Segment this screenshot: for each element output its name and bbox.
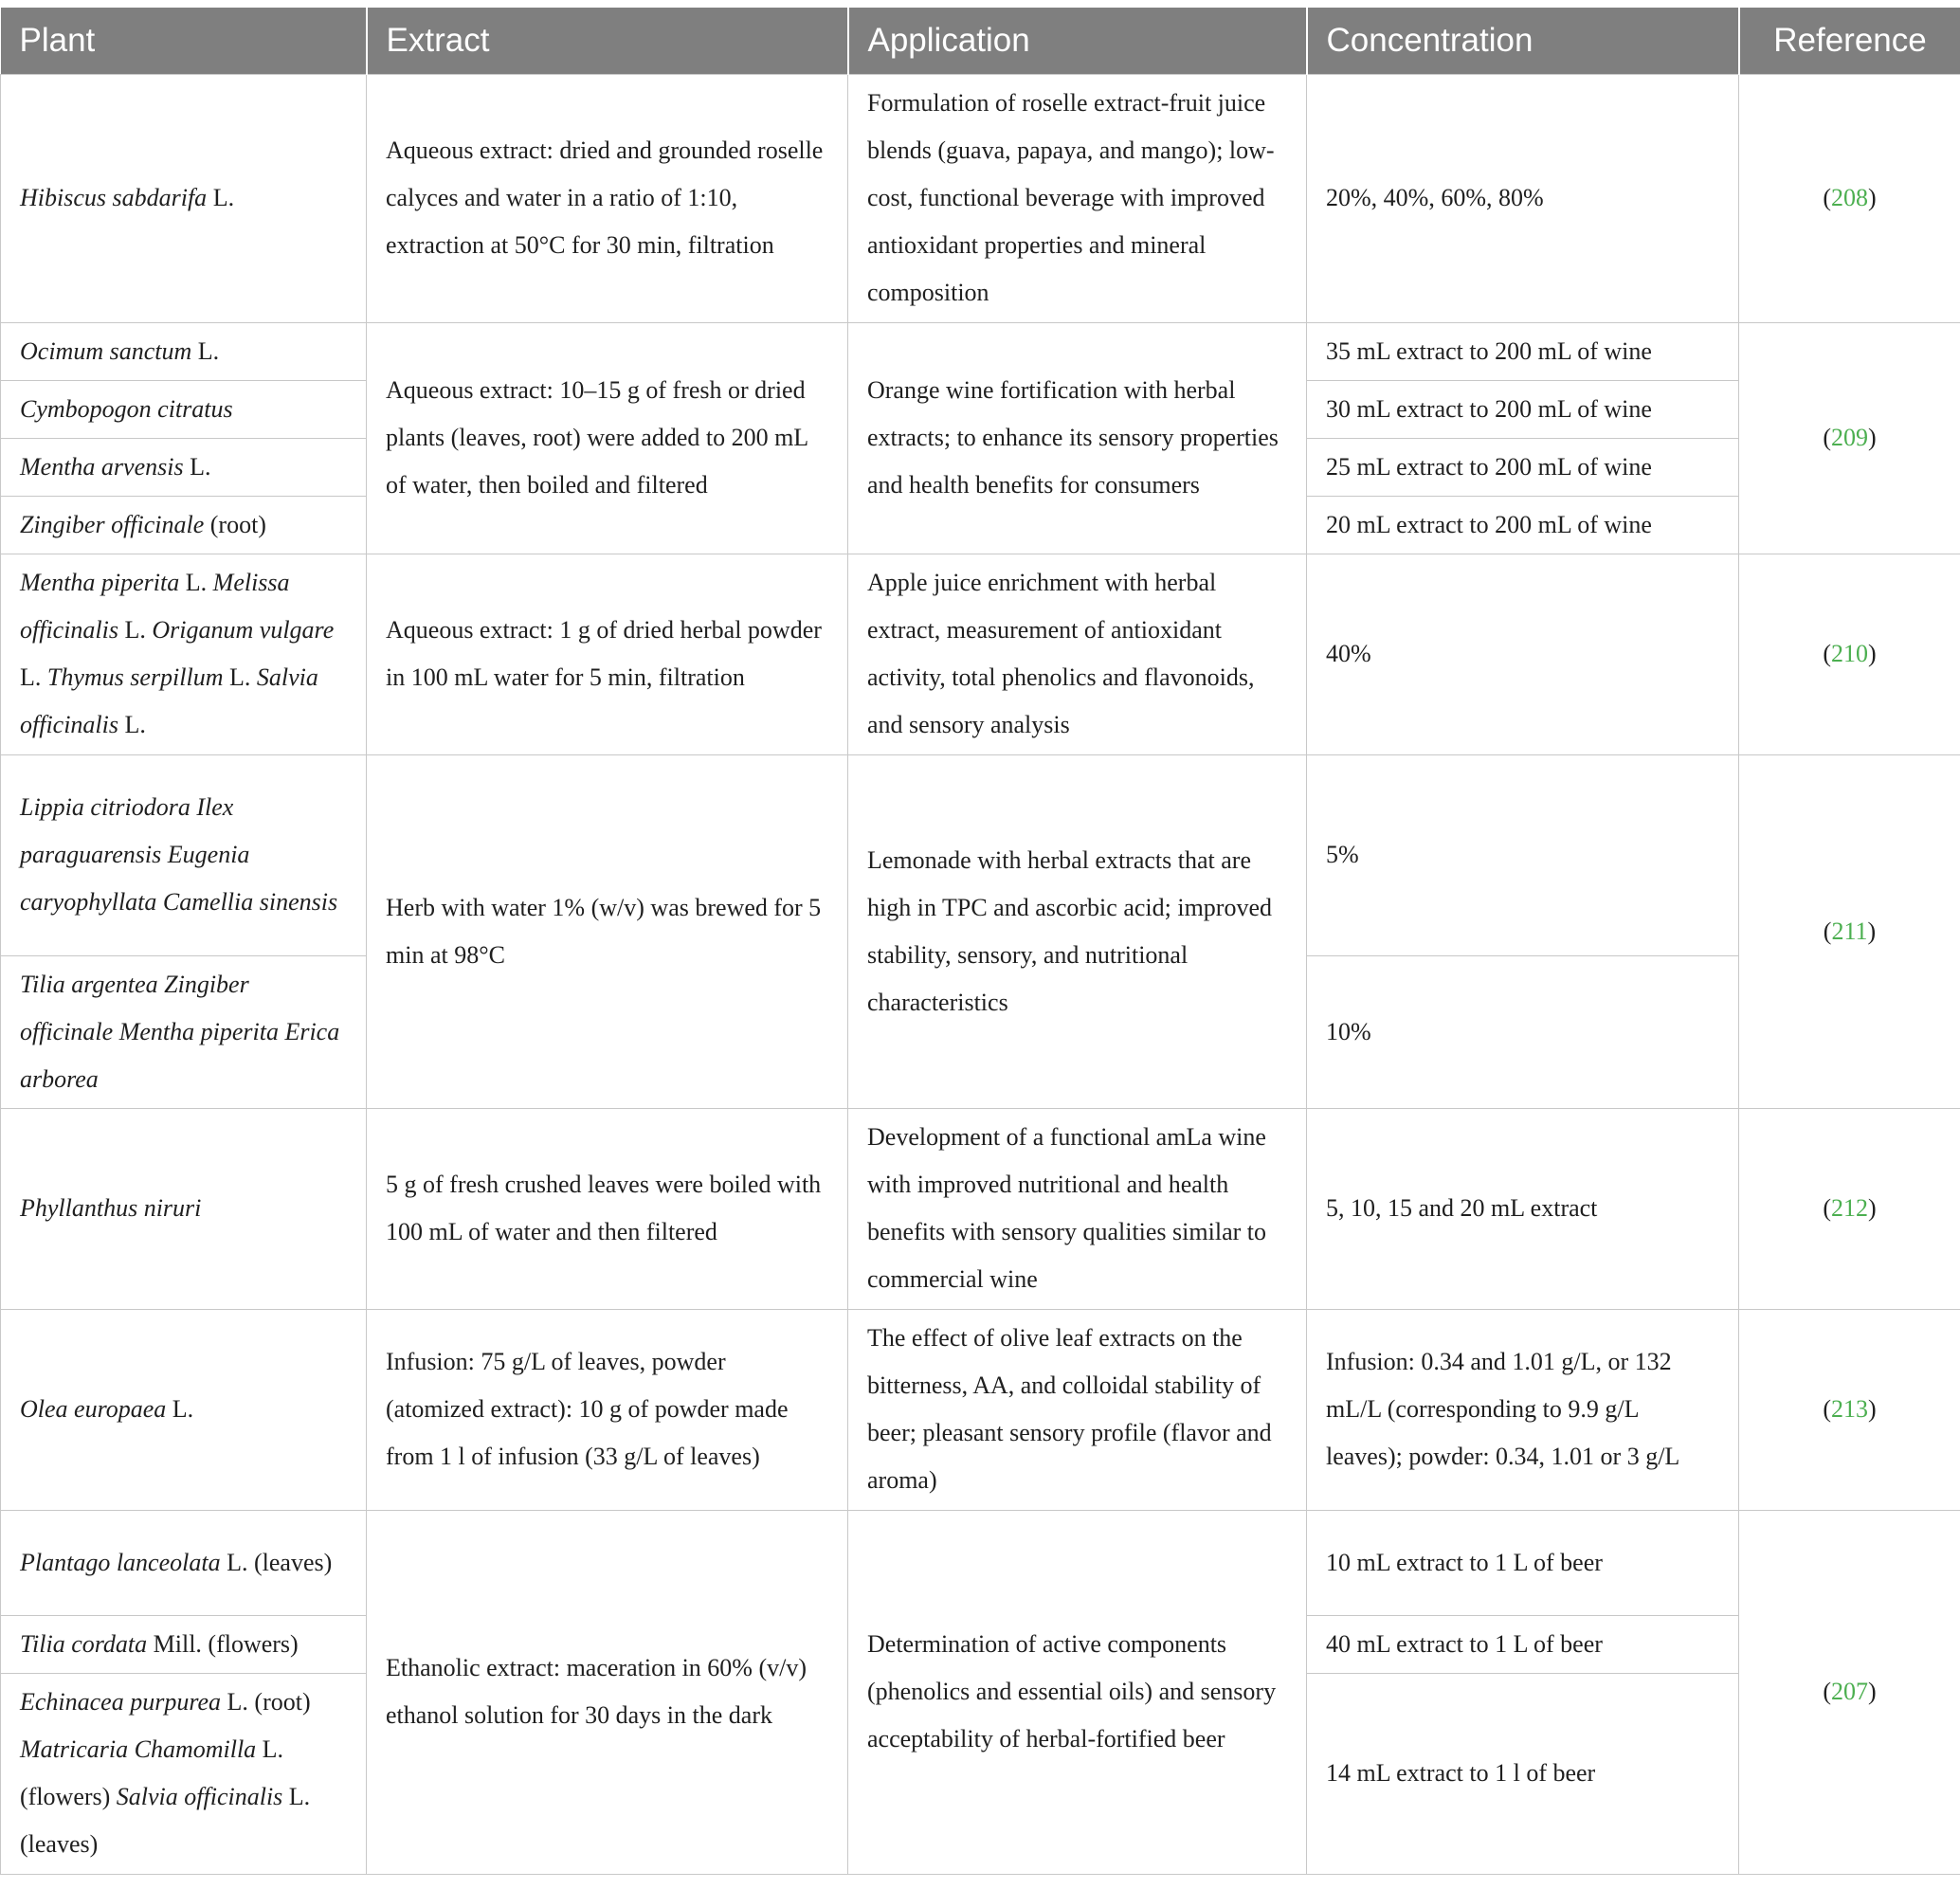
plant-cell: Cymbopogon citratus (1, 380, 367, 438)
extract-cell: 5 g of fresh crushed leaves were boiled with 100 mL of water and then filtered (367, 1108, 848, 1309)
concentration-cell: 40 mL extract to 1 L of beer (1307, 1615, 1739, 1673)
concentration-cell: 5% (1307, 754, 1739, 955)
concentration-cell: 10 mL extract to 1 L of beer (1307, 1510, 1739, 1615)
application-cell: Development of a functional amLa wine with improved nutritional and health benefits with sensory qualities similar to commercial wine (848, 1108, 1307, 1309)
plant-cell: Tilia cordata Mill. (flowers) (1, 1615, 367, 1673)
plant-cell: Hibiscus sabdarifa L. (1, 74, 367, 322)
plant-cell: Olea europaea L. (1, 1309, 367, 1510)
plant-cell: Ocimum sanctum L. (1, 322, 367, 380)
application-cell: Formulation of roselle extract-fruit juice blends (guava, papaya, and mango); low-cost, functional beverage with improved antioxidant properties and mineral composition (848, 74, 1307, 322)
plant-cell: Mentha arvensis L. (1, 438, 367, 496)
plant-cell: Echinacea purpurea L. (root) Matricaria Chamomilla L. (flowers) Salvia officinalis L. (leaves) (1, 1673, 367, 1874)
table-row (1, 74, 1960, 322)
plant-extracts-table (0, 8, 1960, 1875)
reference-cell: (210) (1739, 554, 1960, 754)
reference-cell: (209) (1739, 322, 1960, 554)
header-extract: Extract (367, 8, 848, 74)
application-cell: Apple juice enrichment with herbal extract, measurement of antioxidant activity, total phenolics and flavonoids, and sensory analysis (848, 554, 1307, 754)
table-row (1, 554, 1960, 754)
application-cell: Lemonade with herbal extracts that are high in TPC and ascorbic acid; improved stability, sensory, and nutritional characteristics (848, 754, 1307, 1108)
table-row (1, 1309, 1960, 1510)
plant-cell: Phyllanthus niruri (1, 1108, 367, 1309)
concentration-cell: 10% (1307, 955, 1739, 1108)
reference-link[interactable]: 208 (1831, 184, 1868, 211)
concentration-cell: 5, 10, 15 and 20 mL extract (1307, 1108, 1739, 1309)
concentration-cell: 30 mL extract to 200 mL of wine (1307, 380, 1739, 438)
concentration-cell: Infusion: 0.34 and 1.01 g/L, or 132 mL/L (corresponding to 9.9 g/L leaves); powder: 0.34, 1.01 or 3 g/L (1307, 1309, 1739, 1510)
reference-cell: (212) (1739, 1108, 1960, 1309)
concentration-cell: 20 mL extract to 200 mL of wine (1307, 496, 1739, 554)
concentration-cell: 14 mL extract to 1 l of beer (1307, 1673, 1739, 1874)
concentration-cell: 20%, 40%, 60%, 80% (1307, 74, 1739, 322)
plant-cell: Mentha piperita L. Melissa officinalis L. Origanum vulgare L. Thymus serpillum L. Salvia officinalis L. (1, 554, 367, 754)
plant-cell: Plantago lanceolata L. (leaves) (1, 1510, 367, 1615)
plant-cell: Tilia argentea Zingiber officinale Mentha piperita Erica arborea (1, 955, 367, 1108)
extract-cell: Aqueous extract: 1 g of dried herbal powder in 100 mL water for 5 min, filtration (367, 554, 848, 754)
reference-link[interactable]: 213 (1831, 1395, 1868, 1423)
reference-cell: (211) (1739, 754, 1960, 1108)
header-row (1, 8, 1960, 74)
extract-cell: Infusion: 75 g/L of leaves, powder (atomized extract): 10 g of powder made from 1 l of infusion (33 g/L of leaves) (367, 1309, 848, 1510)
plant-cell: Lippia citriodora Ilex paraguarensis Eugenia caryophyllata Camellia sinensis (1, 754, 367, 955)
header-application: Application (848, 8, 1307, 74)
table-row (1, 1510, 1960, 1615)
reference-link[interactable]: 207 (1831, 1678, 1868, 1705)
application-cell: Orange wine fortification with herbal extracts; to enhance its sensory properties and health benefits for consumers (848, 322, 1307, 554)
table-row (1, 754, 1960, 955)
application-cell: Determination of active components (phenolics and essential oils) and sensory acceptability of herbal-fortified beer (848, 1510, 1307, 1874)
table-row (1, 1108, 1960, 1309)
reference-cell: (213) (1739, 1309, 1960, 1510)
concentration-cell: 25 mL extract to 200 mL of wine (1307, 438, 1739, 496)
header-reference: Reference (1739, 8, 1960, 74)
extract-cell: Herb with water 1% (w/v) was brewed for 5 min at 98°C (367, 754, 848, 1108)
concentration-cell: 40% (1307, 554, 1739, 754)
table-row (1, 322, 1960, 380)
application-cell: The effect of olive leaf extracts on the bitterness, AA, and colloidal stability of beer; pleasant sensory profile (flavor and aroma) (848, 1309, 1307, 1510)
extract-cell: Aqueous extract: dried and grounded roselle calyces and water in a ratio of 1:10, extraction at 50°C for 30 min, filtration (367, 74, 848, 322)
extract-cell: Ethanolic extract: maceration in 60% (v/v) ethanol solution for 30 days in the dark (367, 1510, 848, 1874)
reference-link[interactable]: 209 (1831, 424, 1868, 451)
reference-link[interactable]: 211 (1831, 917, 1868, 945)
reference-cell: (207) (1739, 1510, 1960, 1874)
extract-cell: Aqueous extract: 10–15 g of fresh or dried plants (leaves, root) were added to 200 mL of water, then boiled and filtered (367, 322, 848, 554)
concentration-cell: 35 mL extract to 200 mL of wine (1307, 322, 1739, 380)
reference-cell: (208) (1739, 74, 1960, 322)
plant-cell: Zingiber officinale (root) (1, 496, 367, 554)
reference-link[interactable]: 212 (1831, 1194, 1868, 1222)
header-plant: Plant (1, 8, 367, 74)
header-concentration: Concentration (1307, 8, 1739, 74)
reference-link[interactable]: 210 (1831, 640, 1868, 667)
